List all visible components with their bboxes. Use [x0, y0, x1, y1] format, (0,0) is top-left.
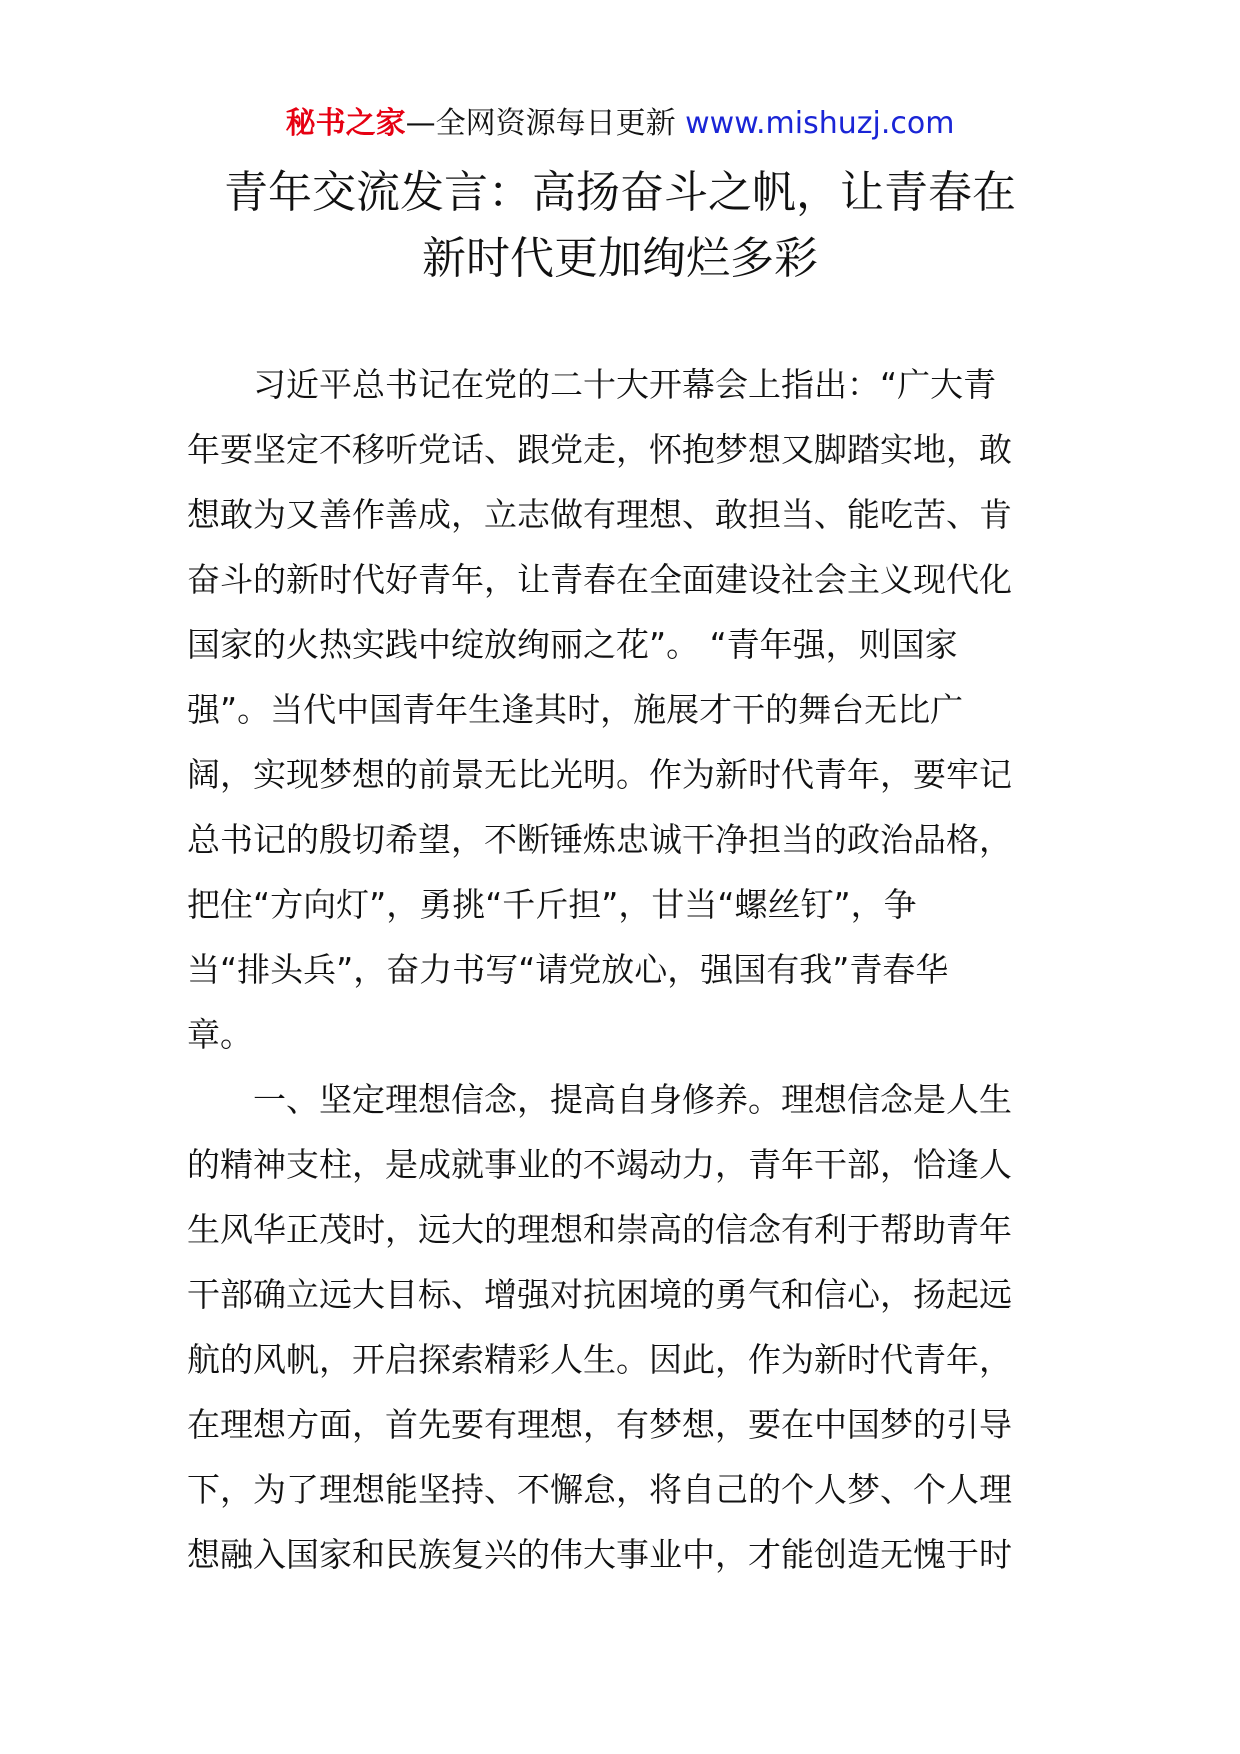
text-line: 年要坚定不移听党话、跟党走，怀抱梦想又脚踏实地，敢: [187, 430, 1012, 469]
text-line: 想融入国家和民族复兴的伟大事业中，才能创造无愧于时: [187, 1535, 1012, 1574]
brand-name: 秘书之家: [285, 106, 406, 141]
document-body: [187, 352, 1053, 1587]
header-tagline: —全网资源每日更新: [405, 106, 676, 141]
text-line: 习近平总书记在党的二十大开幕会上指出：“广大青: [253, 365, 997, 404]
text-line: 想敢为又善作善成，立志做有理想、敢担当、能吃苦、肯: [187, 495, 1012, 534]
site-header: [0, 102, 1240, 146]
text-line: 航的风帆，开启探索精彩人生。因此，作为新时代青年，: [187, 1340, 1012, 1379]
title-line: 新时代更加绚烂多彩: [422, 233, 818, 284]
site-url-link[interactable]: www.mishuzj.com: [685, 106, 955, 141]
title-line: 青年交流发言：高扬奋斗之帆，让青春在: [224, 167, 1016, 218]
text-line: 当“排头兵”，奋力书写“请党放心，强国有我”青春华: [187, 950, 949, 989]
text-line: 奋斗的新时代好青年，让青春在全面建设社会主义现代化: [187, 560, 1012, 599]
paragraph-section-one: [187, 1067, 1053, 1587]
text-line: 一、坚定理想信念，提高自身修养。理想信念是人生: [253, 1080, 1012, 1119]
paragraph-intro: [187, 352, 1053, 1067]
text-line: 干部确立远大目标、增强对抗困境的勇气和信心，扬起远: [187, 1275, 1012, 1314]
text-line: 强”。当代中国青年生逢其时，施展才干的舞台无比广: [187, 690, 964, 729]
text-line: 的精神支柱，是成就事业的不竭动力，青年干部，恰逢人: [187, 1145, 1012, 1184]
text-line: 下，为了理想能坚持、不懈怠，将自己的个人梦、个人理: [187, 1470, 1012, 1509]
text-line: 总书记的殷切希望，不断锤炼忠诚干净担当的政治品格，: [187, 820, 1012, 859]
text-line: 生风华正茂时，远大的理想和崇高的信念有利于帮助青年: [187, 1210, 1012, 1249]
text-line: 国家的火热实践中绽放绚丽之花”。 “青年强，则国家: [187, 625, 958, 664]
document-title: [0, 160, 1240, 292]
text-line: 阔，实现梦想的前景无比光明。作为新时代青年，要牢记: [187, 755, 1012, 794]
text-line: 把住“方向灯”，勇挑“千斤担”，甘当“螺丝钉”，争: [187, 885, 917, 924]
text-line: 章。: [187, 1015, 253, 1054]
text-line: 在理想方面，首先要有理想，有梦想，要在中国梦的引导: [187, 1405, 1012, 1444]
